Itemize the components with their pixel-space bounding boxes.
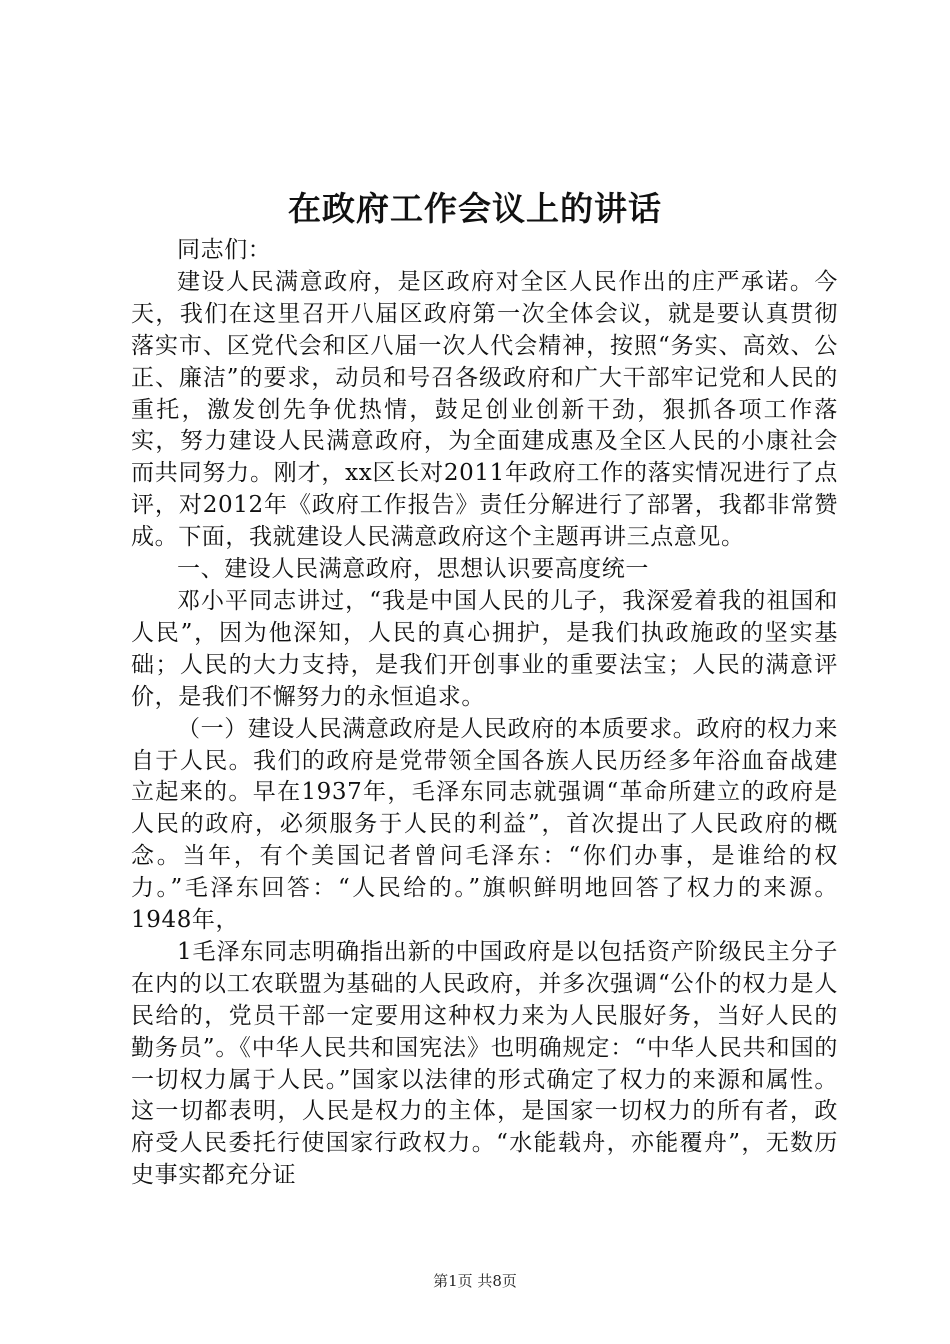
paragraph-continuation: 1毛泽东同志明确指出新的中国政府是以包括资产阶级民主分子在内的以工农联盟为基础的人民政府，并多次强调“公仆的权力是人民给的，党员干部一定要用这种权力来为人民服好务，当好人民的勤务员”。《中华人民共和国宪法》也明确规定：“中华人民共和国的一切权力属于人民。”国家以法律的形式确定了权力的来源和属性。这一切都表明，人民是权力的主体，是国家一切权力的所有者，政府受人民委托行使国家行政权力。“水能载舟，亦能覆舟”，无数历史事实都充分证 — [131, 938, 838, 1189]
paragraph-subsection-1: （一）建设人民满意政府是人民政府的本质要求。政府的权力来自于人民。我们的政府是党带领全国各族人民历经多年浴血奋战建立起来的。早在1937年，毛泽东同志就强调“革命所建立的政府是人民的政府，必须服务于人民的利益”，首次提出了人民政府的概念。当年，有个美国记者曾问毛泽东：“你们办事，是谁给的权力。”毛泽东回答：“人民给的。”旗帜鲜明地回答了权力的来源。1948年， — [131, 715, 838, 934]
paragraph-intro: 建设人民满意政府，是区政府对全区人民作出的庄严承诺。今天，我们在这里召开八届区政府第一次全体会议，就是要认真贯彻落实市、区党代会和区八届一次人代会精神，按照“务实、高效、公正、廉洁”的要求，动员和号召各级政府和广大干部牢记党和人民的重托，激发创先争优热情，鼓足创业创新干劲，狠抓各项工作落实，努力建设人民满意政府，为全面建成惠及全区人民的小康社会而共同努力。刚才，xx区长对2011年政府工作的落实情况进行了点评，对2012年《政府工作报告》责任分解进行了部署，我都非常赞成。下面，我就建设人民满意政府这个主题再讲三点意见。 — [131, 268, 838, 551]
page-footer: 第1页 共8页 — [433, 1272, 517, 1290]
salutation: 同志们： — [177, 237, 272, 263]
document-body — [131, 235, 838, 1192]
document-title: 在政府工作会议上的讲话 — [288, 189, 662, 228]
paragraph-deng-quote: 邓小平同志讲过，“我是中国人民的儿子，我深爱着我的祖国和人民”，因为他深知，人民的真心拥护，是我们执政施政的坚实基础；人民的大力支持，是我们开创事业的重要法宝；人民的满意评价，是我们不懈努力的永恒追求。 — [131, 587, 838, 710]
section-heading-1: 一、建设人民满意政府，思想认识要高度统一 — [177, 556, 649, 583]
